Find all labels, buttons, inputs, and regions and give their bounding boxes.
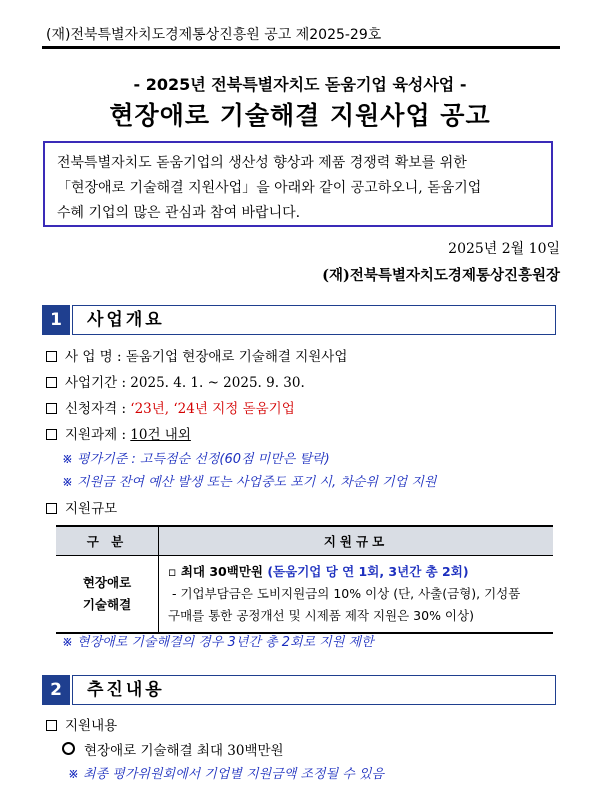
item-label: 신청자격 : [65, 401, 131, 417]
note: ※ 평가기준 : 고득점순 선정(60점 미만은 탈락) [62, 452, 330, 467]
item-business-name [46, 345, 347, 365]
table-note: ※ 현장애로 기술해결의 경우 3년간 총 2회로 지원 제한 [62, 635, 374, 650]
support-detail: 구매를 통한 공정개선 및 시제품 제작 지원은 30% 이상) [168, 608, 474, 623]
checkbox-square-icon [46, 377, 57, 388]
table-row [56, 556, 553, 634]
document-number: (재)전북특별자치도경제통상진흥원 공고 제2025-29호 [46, 27, 382, 43]
item-support-content [46, 714, 117, 734]
table-header-row [56, 526, 553, 556]
subtitle: - 2025년 전북특별자치도 돋움기업 육성사업 - [133, 75, 467, 94]
section-title: 추진내용 [72, 675, 556, 705]
support-table [56, 525, 553, 634]
intro-line: 전북특별자치도 돋움기업의 생산성 향상과 제품 경쟁력 확보를 위한 [57, 155, 467, 171]
item-value: 돋움기업 현장애로 기술해결 지원사업 [125, 349, 348, 365]
item-value: ‘23년, ‘24년 지정 돋움기업 [130, 401, 295, 417]
checkbox-square-icon [46, 720, 57, 731]
intro-line: 수혜 기업의 많은 관심과 참여 바랍니다. [57, 205, 301, 221]
support-detail: - 기업부담금은 도비지원금의 10% 이상 (단, 사출(금형), 기성품 [172, 586, 521, 601]
checkbox-square-icon [46, 403, 57, 414]
row-label-line: 현장애로 [82, 575, 132, 590]
item-label: 지원규모 [65, 501, 118, 517]
bullet-item [62, 739, 284, 759]
section-title: 사업개요 [72, 305, 556, 335]
support-amount: 최대 30백만원 [180, 564, 268, 579]
item-label: 지원과제 : [65, 427, 131, 443]
bullet-text: 현장애로 기술해결 최대 30백만원 [84, 743, 284, 759]
item-value: 2025. 4. 1. ~ 2025. 9. 30. [130, 375, 305, 391]
note: ※ 지원금 잔여 예산 발생 또는 사업중도 포기 시, 차순위 기업 지원 [62, 475, 437, 490]
section-number: 1 [42, 305, 70, 335]
table-header: 구 분 [56, 526, 159, 556]
note: ※ 최종 평가위원회에서 기업별 지원금액 조정될 수 있음 [68, 767, 385, 782]
row-label-line: 기술해결 [82, 597, 132, 612]
item-label: 사업기간 : [65, 375, 131, 391]
table-header: 지원규모 [159, 526, 554, 556]
item-eligibility [46, 397, 295, 417]
item-business-period [46, 371, 305, 391]
intro-line: 「현장애로 기술해결 지원사업」을 아래와 같이 공고하오니, 돋움기업 [57, 180, 482, 196]
table-row-label [56, 556, 159, 634]
checkbox-square-icon [46, 429, 57, 440]
announcement-date: 2025년 2월 10일 [448, 241, 560, 257]
bullet-icon: ▫ [168, 564, 177, 579]
item-support-scale [46, 497, 117, 517]
support-limit: (돋움기업 당 연 1회, 3년간 총 2회) [267, 564, 469, 579]
section-number: 2 [42, 675, 70, 705]
circle-bullet-icon [62, 742, 75, 755]
checkbox-square-icon [46, 351, 57, 362]
item-tasks [46, 423, 191, 443]
item-label: 사 업 명 : [65, 349, 126, 365]
organization-name: (재)전북특별자치도경제통상진흥원장 [322, 267, 560, 284]
table-cell [159, 556, 554, 634]
top-rule [42, 46, 560, 49]
item-label: 지원내용 [65, 718, 118, 734]
support-main [168, 561, 546, 583]
page-title: 현장애로 기술해결 지원사업 공고 [109, 101, 491, 130]
intro-box [43, 141, 553, 227]
item-value: 10건 내외 [130, 427, 191, 443]
checkbox-square-icon [46, 503, 57, 514]
